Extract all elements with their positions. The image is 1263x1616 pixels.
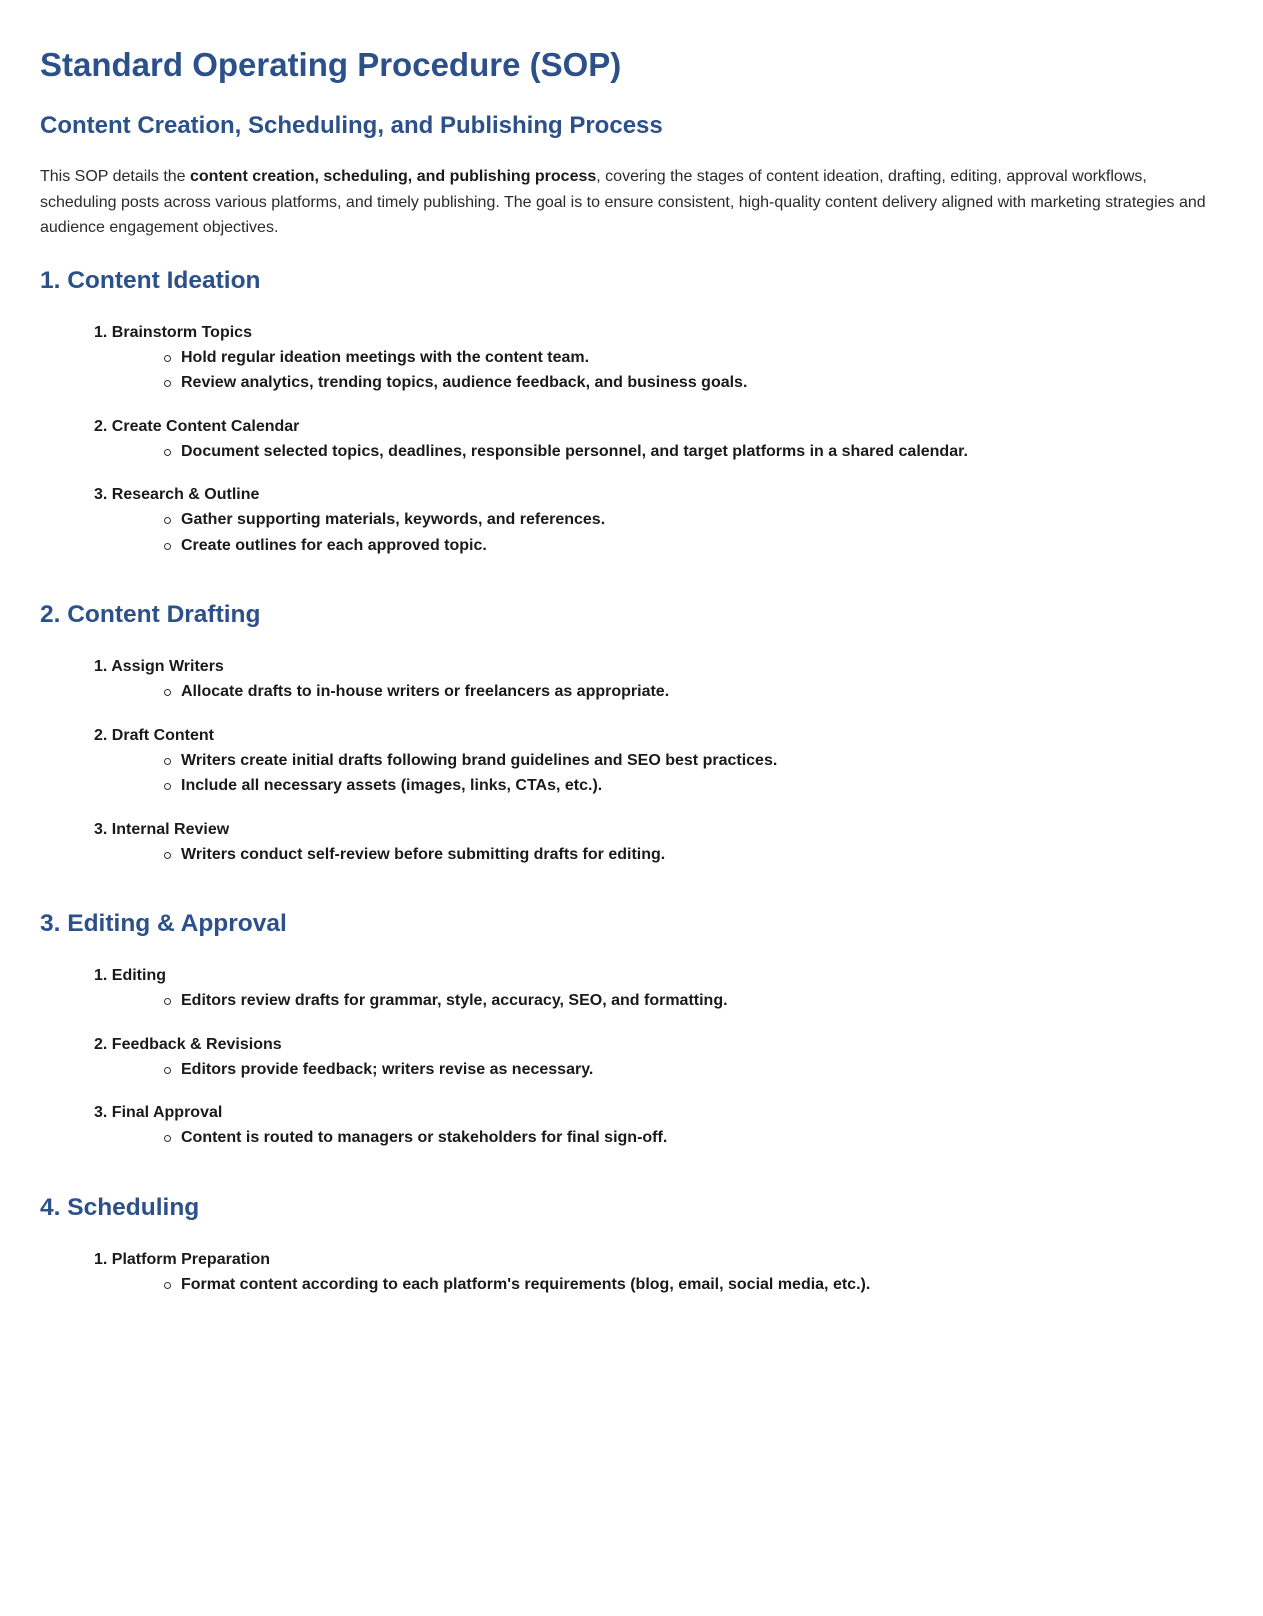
step-title: 1. Assign Writers	[94, 658, 224, 675]
bullet-list	[94, 507, 1223, 558]
step-item	[94, 1100, 1223, 1151]
step-item	[94, 320, 1223, 396]
bullet-text: Editors provide feedback; writers revise as necessary.	[181, 1060, 594, 1078]
circle-bullet-icon	[164, 543, 171, 550]
step-list	[40, 963, 1223, 1151]
step-item	[94, 414, 1223, 465]
step-item	[94, 482, 1223, 558]
bullet-text: Writers conduct self-review before submitting drafts for editing.	[181, 845, 666, 863]
circle-bullet-icon	[164, 355, 171, 362]
step-title: 2. Create Content Calendar	[94, 417, 300, 435]
circle-bullet-icon	[164, 517, 171, 524]
bullet-item	[167, 679, 1223, 705]
bullet-text: Document selected topics, deadlines, responsible personnel, and target platforms in a shared calendar.	[181, 442, 968, 460]
bullet-item	[167, 748, 1223, 774]
bullet-list	[94, 1125, 1223, 1151]
bullet-item	[167, 1125, 1223, 1151]
bullet-list	[94, 748, 1223, 799]
bullet-item	[167, 345, 1223, 371]
page-title: Standard Operating Procedure (SOP)	[40, 46, 622, 83]
bullet-list	[94, 345, 1223, 396]
step-item	[94, 654, 1223, 705]
bullet-text: Editors review drafts for grammar, style, accuracy, SEO, and formatting.	[181, 992, 728, 1009]
bullet-item	[167, 439, 1223, 465]
step-item	[94, 723, 1223, 799]
section-heading: 1. Content Ideation	[40, 266, 261, 294]
bullet-text: Review analytics, trending topics, audience feedback, and business goals.	[181, 374, 748, 391]
circle-bullet-icon	[164, 998, 171, 1005]
step-title: 3. Research & Outline	[94, 486, 260, 503]
bullet-item	[167, 1272, 1223, 1298]
bullet-list	[94, 679, 1223, 705]
section-block	[40, 909, 1223, 1151]
step-item	[94, 817, 1223, 868]
step-title: 1. Editing	[94, 967, 166, 984]
section-block	[40, 600, 1223, 867]
circle-bullet-icon	[164, 852, 171, 859]
circle-bullet-icon	[164, 1067, 171, 1074]
bullet-list	[94, 1272, 1223, 1298]
intro-paragraph	[40, 164, 1223, 241]
circle-bullet-icon	[164, 758, 171, 765]
intro-text-before: This SOP details the	[40, 168, 190, 185]
bullet-item	[167, 988, 1223, 1014]
bullet-item	[167, 773, 1223, 799]
bullet-text: Create outlines for each approved topic.	[181, 536, 487, 554]
bullet-text: Hold regular ideation meetings with the content team.	[181, 348, 590, 366]
step-item	[94, 963, 1223, 1014]
section-block	[40, 266, 1223, 559]
step-list	[40, 654, 1223, 867]
intro-text-after: , covering the stages of content ideation, drafting, editing, approval workflows, scheduling posts across various platforms, and timely publishing. The goal is to ensure consistent, high-quality content delivery aligned with marketing strategies and audience engagement objectives.	[40, 168, 1206, 236]
bullet-text: Allocate drafts to in-house writers or freelancers as appropriate.	[181, 683, 670, 700]
step-title: 3. Internal Review	[94, 820, 230, 838]
circle-bullet-icon	[164, 1282, 171, 1289]
bullet-text: Format content according to each platform's requirements (blog, email, social media, etc.).	[181, 1275, 871, 1293]
bullet-item	[167, 1057, 1223, 1083]
bullet-text: Content is routed to managers or stakeholders for final sign-off.	[181, 1129, 668, 1146]
step-list	[40, 1247, 1223, 1298]
step-item	[94, 1247, 1223, 1298]
sections-container	[40, 266, 1223, 1298]
bullet-text: Writers create initial drafts following brand guidelines and SEO best practices.	[181, 751, 778, 769]
circle-bullet-icon	[164, 689, 171, 696]
bullet-list	[94, 1057, 1223, 1083]
bullet-list	[94, 842, 1223, 868]
circle-bullet-icon	[164, 1135, 171, 1142]
bullet-item	[167, 370, 1223, 396]
bullet-text: Include all necessary assets (images, links, CTAs, etc.).	[181, 777, 603, 794]
step-title: 2. Feedback & Revisions	[94, 1035, 282, 1053]
bullet-list	[94, 439, 1223, 465]
section-heading: 3. Editing & Approval	[40, 910, 287, 937]
page-subtitle: Content Creation, Scheduling, and Publishing Process	[40, 112, 663, 139]
bullet-item	[167, 533, 1223, 559]
step-list	[40, 320, 1223, 559]
bullet-item	[167, 507, 1223, 533]
circle-bullet-icon	[164, 449, 171, 456]
step-title: 1. Platform Preparation	[94, 1250, 271, 1268]
bullet-list	[94, 988, 1223, 1014]
step-title: 1. Brainstorm Topics	[94, 323, 252, 341]
step-item	[94, 1032, 1223, 1083]
section-heading: 4. Scheduling	[40, 1193, 200, 1221]
step-title: 3. Final Approval	[94, 1104, 223, 1121]
circle-bullet-icon	[164, 783, 171, 790]
bullet-item	[167, 842, 1223, 868]
section-block	[40, 1193, 1223, 1298]
bullet-text: Gather supporting materials, keywords, and references.	[181, 511, 606, 528]
circle-bullet-icon	[164, 380, 171, 387]
intro-text-bold: content creation, scheduling, and publishing process	[190, 168, 597, 185]
step-title: 2. Draft Content	[94, 726, 214, 744]
section-heading: 2. Content Drafting	[40, 601, 261, 628]
